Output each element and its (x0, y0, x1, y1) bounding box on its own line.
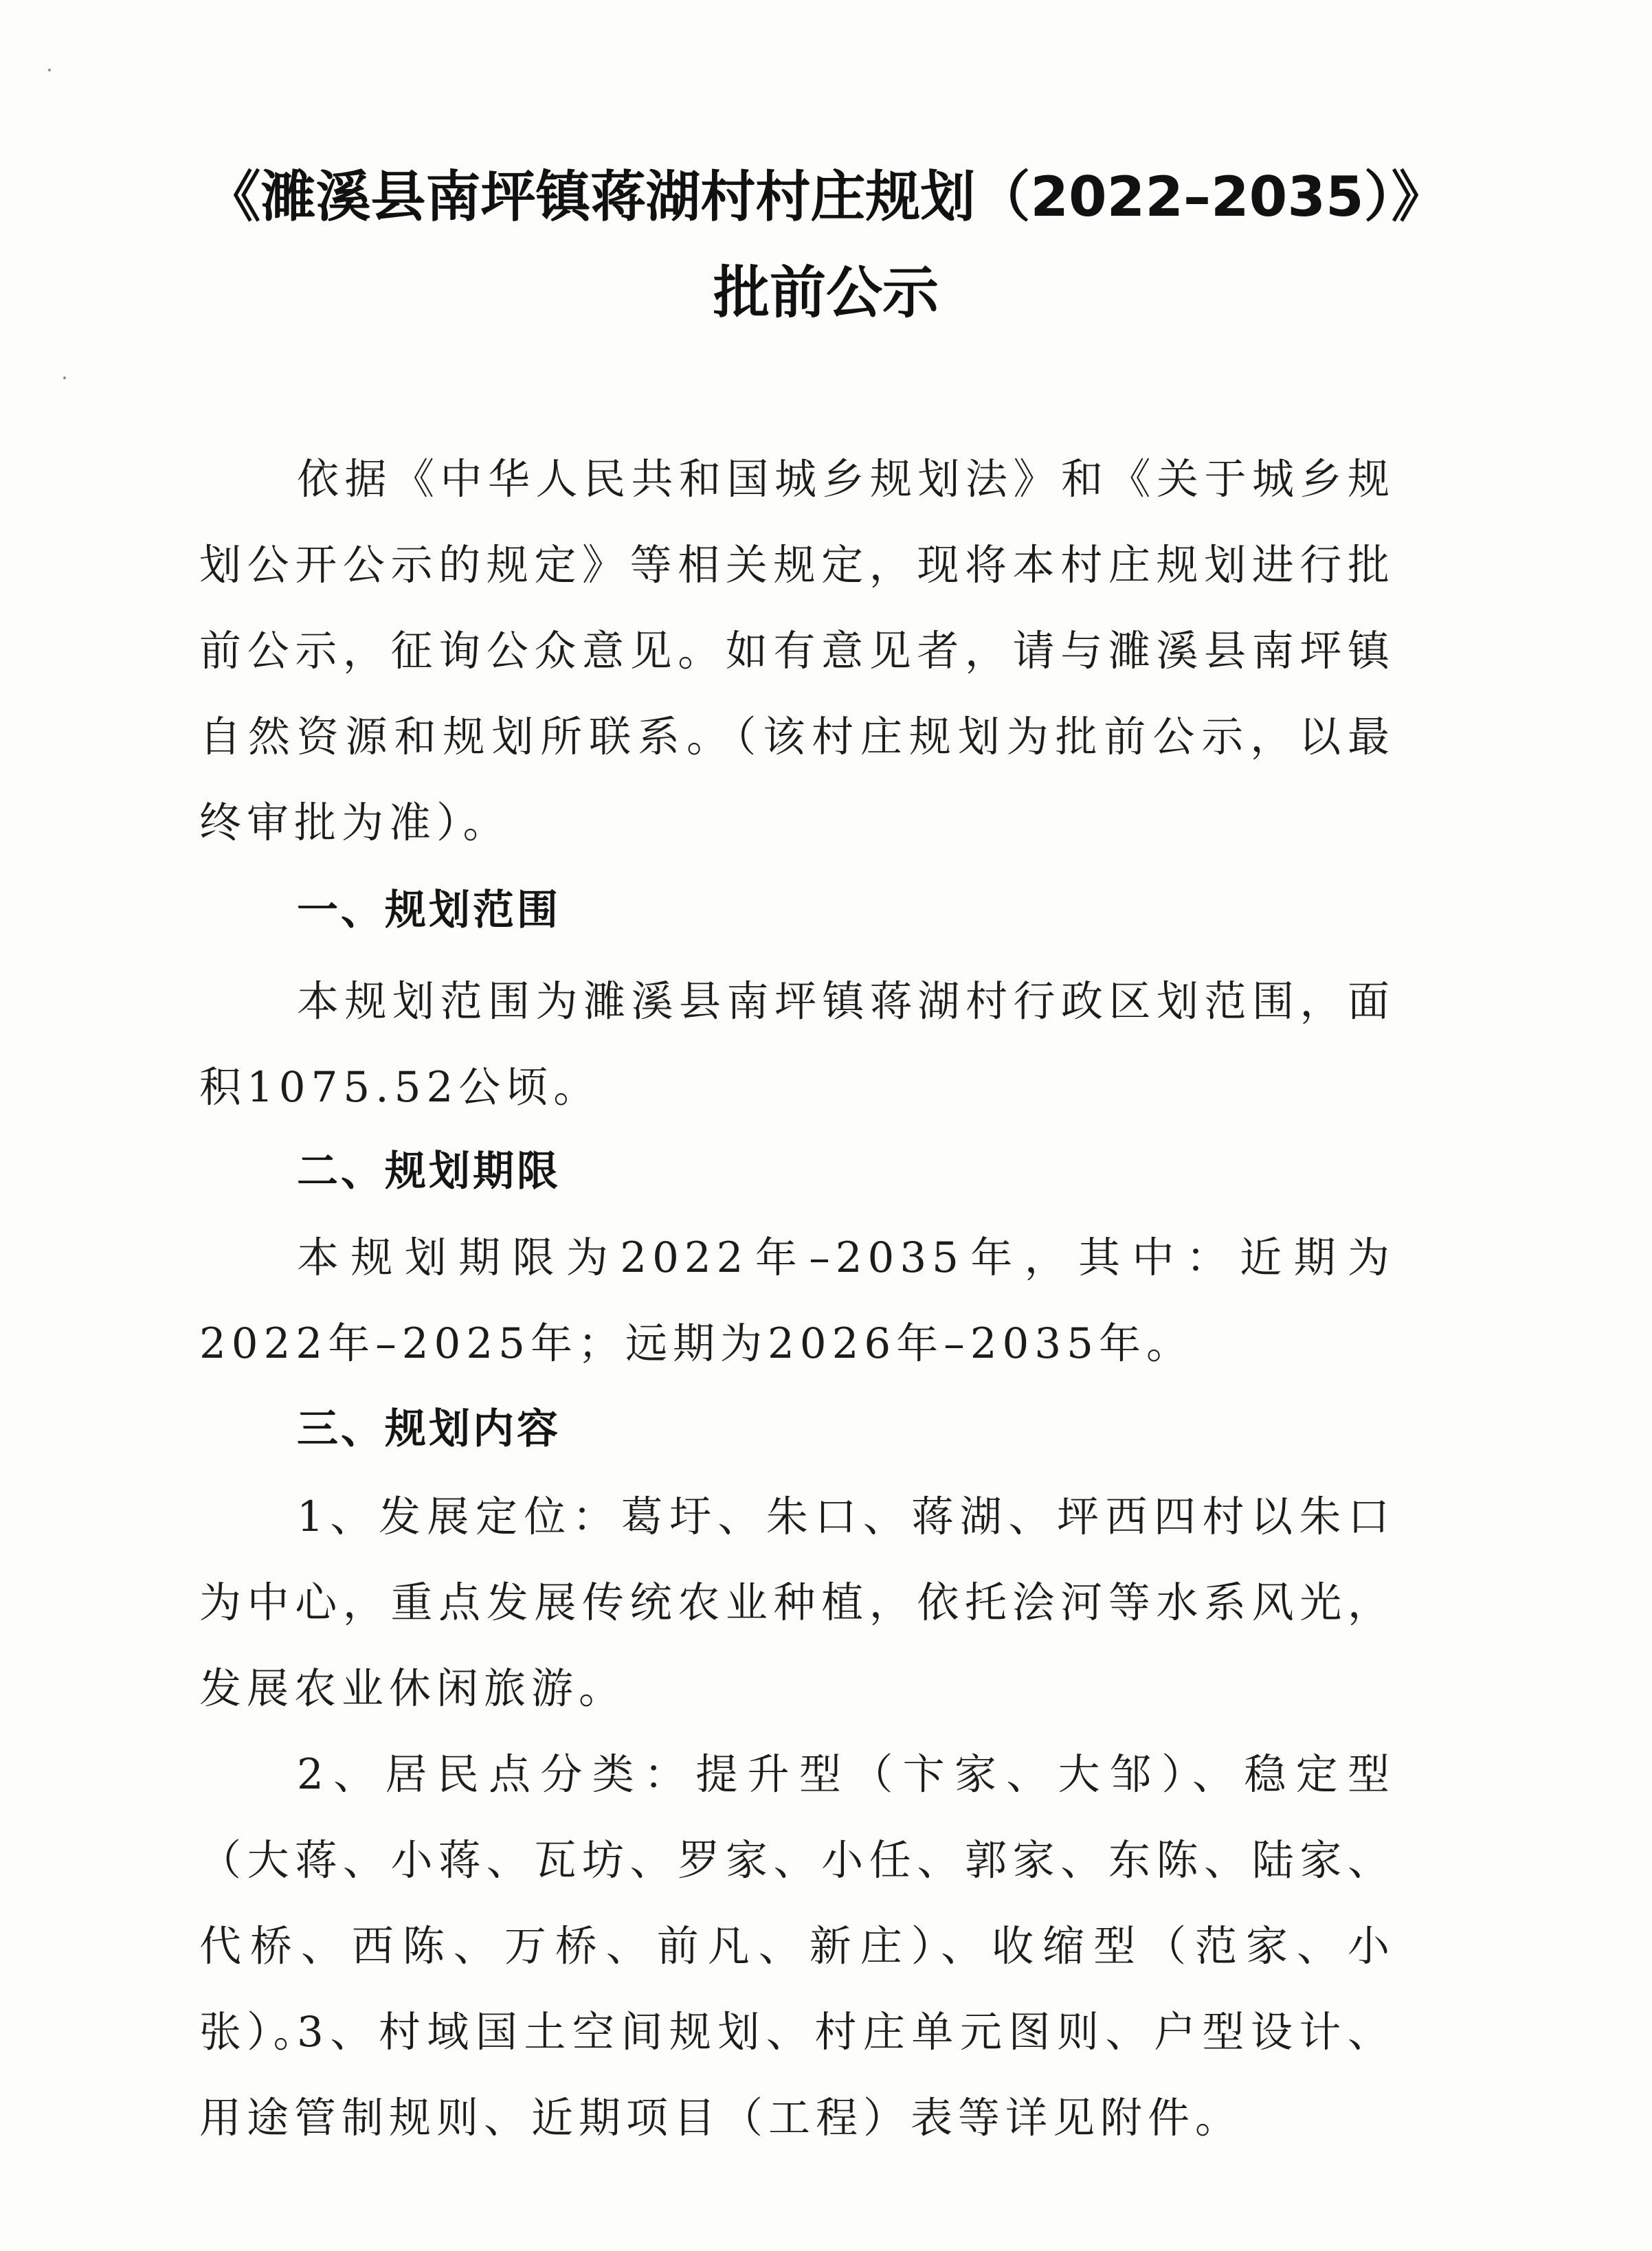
content-item-attachments: 3、村域国土空间规划、村庄单元图则、户型设计、用途管制规则、近期项目（工程）表等详见附件。 (199, 2008, 1395, 2142)
scan-speck (48, 69, 51, 71)
period-paragraph: 本规划期限为2022年–2035年，其中：近期为2022年–2025年；远期为2026年–2035年。 (199, 1233, 1395, 1368)
content-item-positioning: 1、发展定位：葛圩、朱口、蒋湖、坪西四村以朱口为中心，重点发展传统农业种植，依托浍河等水系风光，发展农业休闲旅游。 (199, 1492, 1395, 1713)
section-heading-content: 三、规划内容 (297, 1405, 561, 1453)
content-item-settlements: 2、居民点分类：提升型（卞家、大邹）、稳定型（大蒋、小蒋、瓦坊、罗家、小任、郭家、东陈、陆家、代桥、西陈、万桥、前凡、新庄）、收缩型（范家、小张）。 (199, 1750, 1395, 2057)
scan-speck (63, 377, 66, 379)
document-title: 《濉溪县南坪镇蒋湖村村庄规划（2022–2035）》 (205, 165, 1447, 229)
section-heading-period: 二、规划期限 (297, 1147, 561, 1196)
intro-paragraph: 依据《中华人民共和国城乡规划法》和《关于城乡规划公开公示的规定》等相关规定，现将本村庄规划进行批前公示，征询公众意见。如有意见者，请与濉溪县南坪镇自然资源和规划所联系。（该村庄规划为批前公示，以最终审批为准）。 (199, 455, 1395, 847)
section-heading-scope: 一、规划范围 (297, 886, 561, 934)
scope-paragraph: 本规划范围为濉溪县南坪镇蒋湖村行政区划范围，面积1075.52公顷。 (199, 977, 1395, 1112)
document-subtitle: 批前公示 (713, 260, 939, 326)
